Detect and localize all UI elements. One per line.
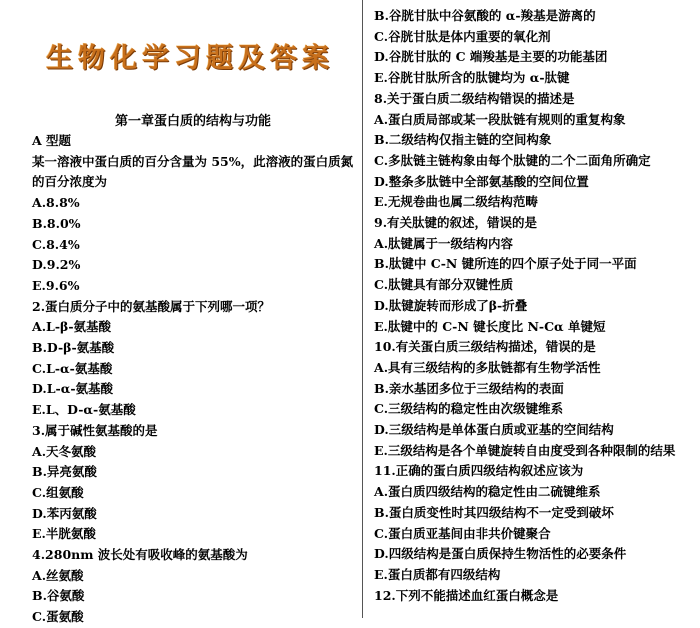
answer-option: B.蛋白质变性时其四级结构不一定受到破坏 xyxy=(374,504,614,520)
answer-option: C.蛋氨酸 xyxy=(32,609,84,625)
left-column xyxy=(32,131,354,625)
answer-option: B.D-β-氨基酸 xyxy=(32,340,115,356)
question-text: 8.关于蛋白质二级结构错误的描述是 xyxy=(374,90,575,106)
answer-option: E.无规卷曲也属二级结构范畴 xyxy=(374,194,538,210)
answer-option: A.天冬氨酸 xyxy=(32,443,97,459)
answer-option: D.L-α-氨基酸 xyxy=(32,381,114,397)
answer-option: C.三级结构的稳定性由次级键维系 xyxy=(374,401,564,417)
answer-option: B.二级结构仅指主链的空间构象 xyxy=(374,132,552,148)
answer-option: D.三级结构是单体蛋白质或亚基的空间结构 xyxy=(374,422,614,438)
answer-option: D.苯丙氨酸 xyxy=(32,505,97,521)
answer-option: E.L、D-α-氨基酸 xyxy=(32,402,136,418)
section-heading: A 型题 xyxy=(32,133,72,148)
answer-option: C.多肽链主链构象由每个肽键的二个二面角所确定 xyxy=(374,152,651,168)
chapter-title: 第一章蛋白质的结构与功能 xyxy=(114,114,271,129)
question-text: 12.下列不能描述血红蛋白概念是 xyxy=(374,587,559,603)
question-text: 某一溶液中蛋白质的百分含量为 55%，此溶液的蛋白质氮的百分浓度为 xyxy=(32,153,354,190)
answer-option: A.蛋白质四级结构的稳定性由二硫键维系 xyxy=(374,484,601,500)
answer-option: C.蛋白质亚基间由非共价键聚合 xyxy=(374,525,551,541)
answer-option: E.半胱氨酸 xyxy=(32,526,96,542)
answer-option: A.肽键属于一级结构内容 xyxy=(374,235,514,251)
answer-option: E.蛋白质都有四级结构 xyxy=(374,566,501,582)
answer-option: B.谷氨酸 xyxy=(32,588,85,604)
question-text: 4.280nm 波长处有吸收峰的氨基酸为 xyxy=(32,547,248,563)
answer-option: C.肽键具有部分双键性质 xyxy=(374,277,514,293)
answer-option: B.亲水基团多位于三级结构的表面 xyxy=(374,380,564,396)
answer-option: D.肽键旋转而形成了β-折叠 xyxy=(374,297,528,313)
answer-option: E.9.6% xyxy=(32,277,80,293)
question-text: 2.蛋白质分子中的氨基酸属于下列哪一项？ xyxy=(32,298,271,314)
right-column xyxy=(374,6,692,603)
question-text: 9.有关肽键的叙述，错误的是 xyxy=(374,215,538,231)
question-text: 3.属于碱性氨基酸的是 xyxy=(32,422,158,438)
answer-option: C.组氨酸 xyxy=(32,484,84,500)
answer-option: C.谷胱甘肽是体内重要的氧化剂 xyxy=(374,28,551,44)
column-divider xyxy=(362,0,363,618)
answer-option: E.三级结构是各个单键旋转自由度受到各种限制的结果 xyxy=(374,442,676,458)
answer-option: B.8.0% xyxy=(32,215,81,231)
answer-option: B.肽键中 C-N 键所连的四个原子处于同一平面 xyxy=(374,256,637,272)
answer-option: D.整条多肽链中全部氨基酸的空间位置 xyxy=(374,173,589,189)
answer-option: A.蛋白质局部或某一段肽链有规则的重复构象 xyxy=(374,111,626,127)
answer-option: D.9.2% xyxy=(32,257,81,273)
answer-option: C.8.4% xyxy=(32,236,80,252)
answer-option: A.L-β-氨基酸 xyxy=(32,319,112,335)
document-title: 生物化学习题及答案 xyxy=(46,43,334,74)
answer-option: B.谷胱甘肽中谷氨酸的 α-羧基是游离的 xyxy=(374,8,596,23)
answer-option: E.肽键中的 C-N 键长度比 N-Cα 单键短 xyxy=(374,318,606,334)
answer-option: D.谷胱甘肽的 C 端羧基是主要的功能基团 xyxy=(374,49,608,65)
answer-option: E.谷胱甘肽所含的肽键均为 α-肽键 xyxy=(374,70,570,86)
answer-option: A.具有三级结构的多肽链都有生物学活性 xyxy=(374,359,601,375)
answer-option: C.L-α-氨基酸 xyxy=(32,360,113,376)
answer-option: A.8.8% xyxy=(32,195,80,211)
question-text: 11.正确的蛋白质四级结构叙述应该为 xyxy=(374,463,584,479)
answer-option: D.四级结构是蛋白质保持生物活性的必要条件 xyxy=(374,546,627,562)
question-text: 10.有关蛋白质三级结构描述，错误的是 xyxy=(374,339,596,355)
answer-option: B.异亮氨酸 xyxy=(32,464,97,480)
answer-option: A.丝氨酸 xyxy=(32,567,84,583)
